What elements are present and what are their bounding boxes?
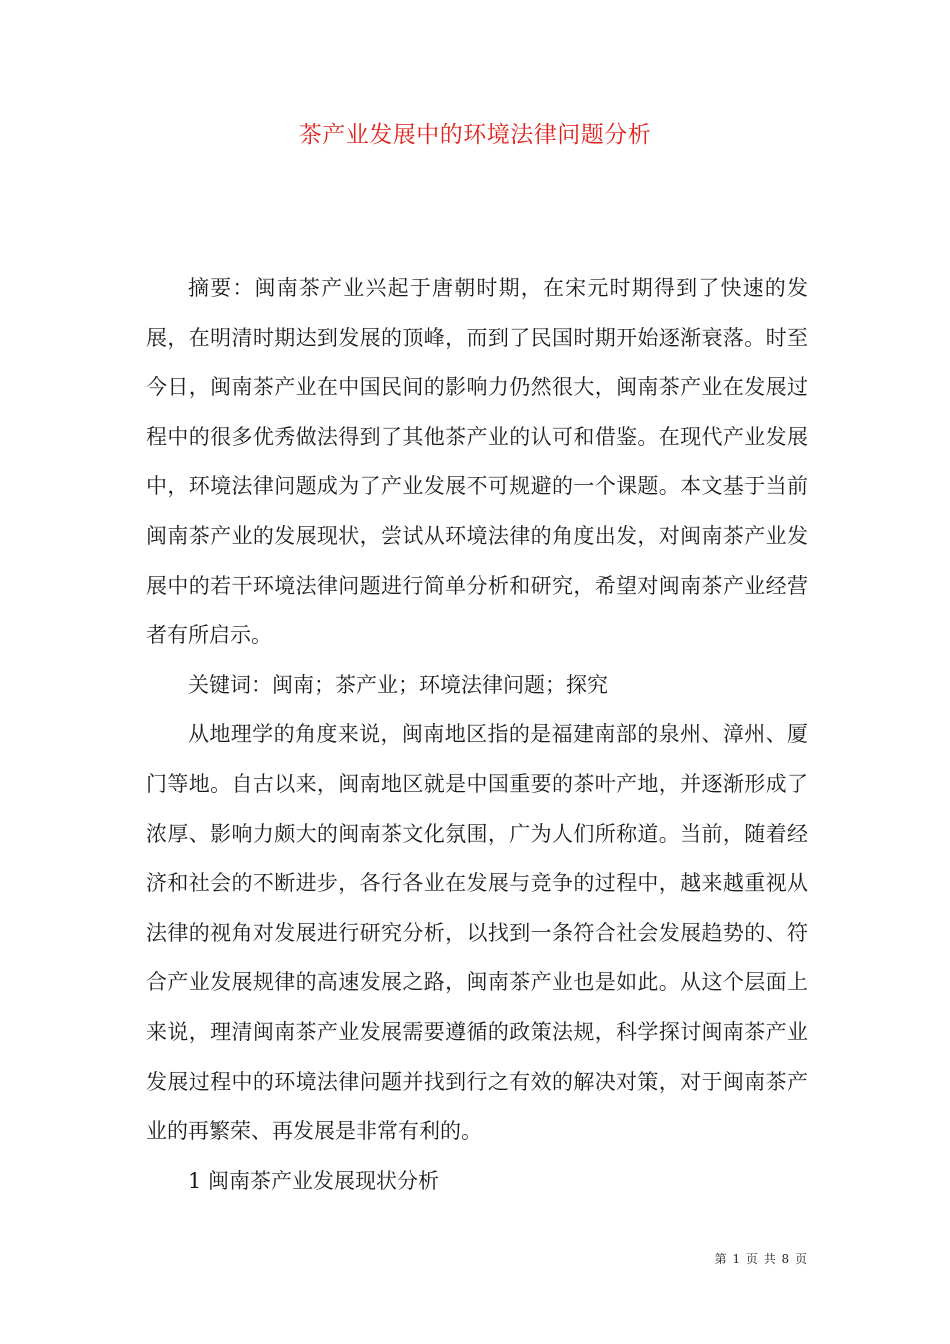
document-body bbox=[146, 264, 808, 1206]
document-title: 茶产业发展中的环境法律问题分析 bbox=[298, 122, 652, 148]
page-number: 第 1 页 共 8 页 bbox=[714, 1252, 808, 1266]
section-heading: 1 闽南茶产业发展现状分析 bbox=[188, 1168, 440, 1193]
abstract-paragraph: 摘要：闽南茶产业兴起于唐朝时期，在宋元时期得到了快速的发展，在明清时期达到发展的顶峰，而到了民国时期开始逐渐衰落。时至今日，闽南茶产业在中国民间的影响力仍然很大，闽南茶产业在发展过程中的很多优秀做法得到了其他茶产业的认可和借鉴。在现代产业发展中，环境法律问题成为了产业发展不可规避的一个课题。本文基于当前闽南茶产业的发展现状，尝试从环境法律的角度出发，对闽南茶产业发展中的若干环境法律问题进行简单分析和研究，希望对闽南茶产业经营者有所启示。 bbox=[146, 276, 808, 648]
intro-paragraph: 从地理学的角度来说，闽南地区指的是福建南部的泉州、漳州、厦门等地。自古以来，闽南地区就是中国重要的茶叶产地，并逐渐形成了浓厚、影响力颇大的闽南茶文化氛围，广为人们所称道。当前，随着经济和社会的不断进步，各行各业在发展与竞争的过程中，越来越重视从法律的视角对发展进行研究分析，以找到一条符合社会发展趋势的、符合产业发展规律的高速发展之路，闽南茶产业也是如此。从这个层面上来说，理清闽南茶产业发展需要遵循的政策法规，科学探讨闽南茶产业发展过程中的环境法律问题并找到行之有效的解决对策，对于闽南茶产业的再繁荣、再发展是非常有利的。 bbox=[146, 722, 808, 1144]
keywords-paragraph: 关键词：闽南；茶产业；环境法律问题；探究 bbox=[188, 672, 608, 697]
